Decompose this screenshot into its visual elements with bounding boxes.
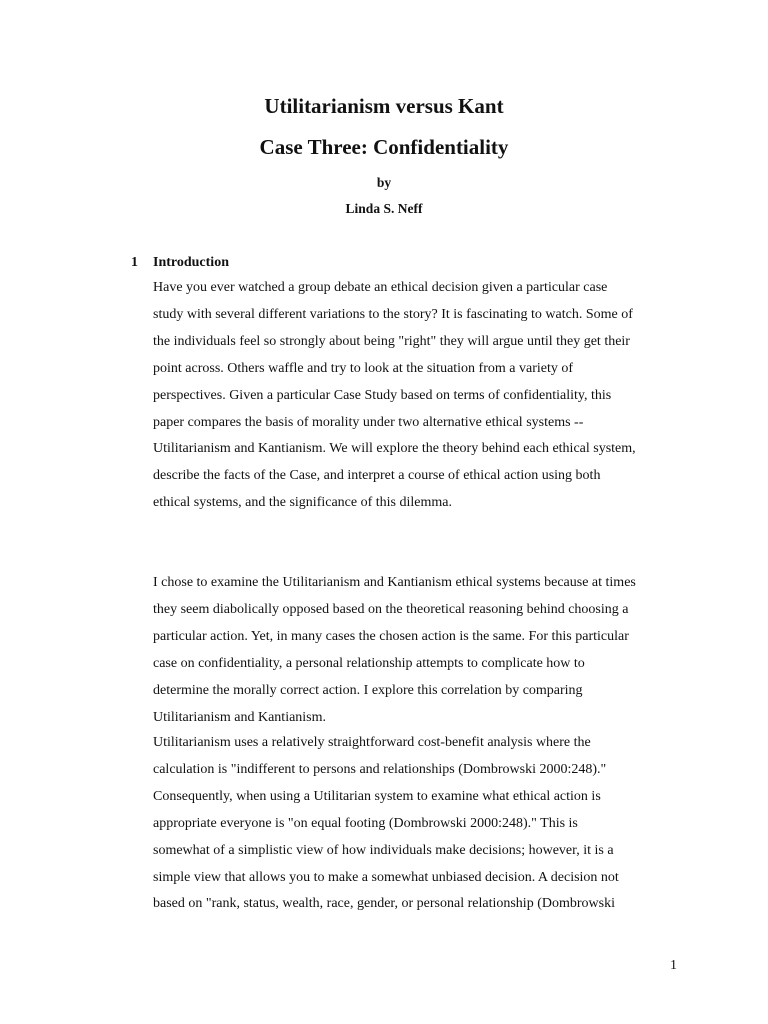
- section-heading: Introduction: [153, 255, 229, 270]
- text-line: determine the morally correct action. I explore this correlation by comparing: [153, 682, 583, 698]
- text-line: paper compares the basis of morality under two alternative ethical systems --: [153, 414, 584, 430]
- text-line: case on confidentiality, a personal relationship attempts to complicate how to: [153, 655, 585, 671]
- text-line: Utilitarianism and Kantianism. We will explore the theory behind each ethical system,: [153, 441, 636, 457]
- text-line: point across. Others waffle and try to look at the situation from a variety of: [153, 360, 574, 376]
- text-line: ethical systems, and the significance of this dilemma.: [153, 495, 452, 511]
- text-line: based on "rank, status, wealth, race, gender, or personal relationship (Dombrowski: [153, 896, 615, 912]
- text-line: the individuals feel so strongly about being "right" they will argue until they get their: [153, 333, 630, 349]
- paragraph-2: [153, 570, 693, 731]
- text-line: Consequently, when using a Utilitarian system to examine what ethical action is: [153, 788, 601, 804]
- author-name: Linda S. Neff: [345, 201, 423, 216]
- text-line: Utilitarianism and Kantianism.: [153, 709, 327, 725]
- text-line: describe the facts of the Case, and interpret a course of ethical action using both: [153, 468, 601, 484]
- page-number: 1: [670, 958, 677, 973]
- text-line: they seem diabolically opposed based on the theoretical reasoning behind choosing a: [153, 601, 629, 617]
- text-line: simple view that allows you to make a somewhat unbiased decision. A decision not: [153, 869, 619, 885]
- paragraph-3: [153, 730, 693, 918]
- text-line: Have you ever watched a group debate an ethical decision given a particular case: [153, 280, 608, 295]
- text-line: somewhat of a simplistic view of how individuals make decisions; however, it is a: [153, 842, 614, 858]
- by-label: by: [376, 175, 392, 190]
- text-line: I chose to examine the Utilitarianism and Kantianism ethical systems because at times: [153, 575, 636, 590]
- document-title: Utilitarianism versus Kant: [264, 94, 504, 118]
- section-number: 1: [131, 255, 138, 270]
- text-line: calculation is "indifferent to persons and relationships (Dombrowski 2000:248).": [153, 761, 607, 777]
- text-line: appropriate everyone is "on equal footing (Dombrowski 2000:248)." This is: [153, 815, 578, 831]
- text-line: particular action. Yet, in many cases the chosen action is the same. For this particular: [153, 628, 629, 644]
- text-line: Utilitarianism uses a relatively straightforward cost-benefit analysis where the: [153, 735, 591, 750]
- text-line: study with several different variations to the story? It is fascinating to watch. Some of: [153, 306, 633, 322]
- paragraph-1: [153, 275, 693, 517]
- document-subtitle: Case Three: Confidentiality: [259, 135, 509, 159]
- text-line: perspectives. Given a particular Case Study based on terms of confidentiality, this: [153, 387, 612, 403]
